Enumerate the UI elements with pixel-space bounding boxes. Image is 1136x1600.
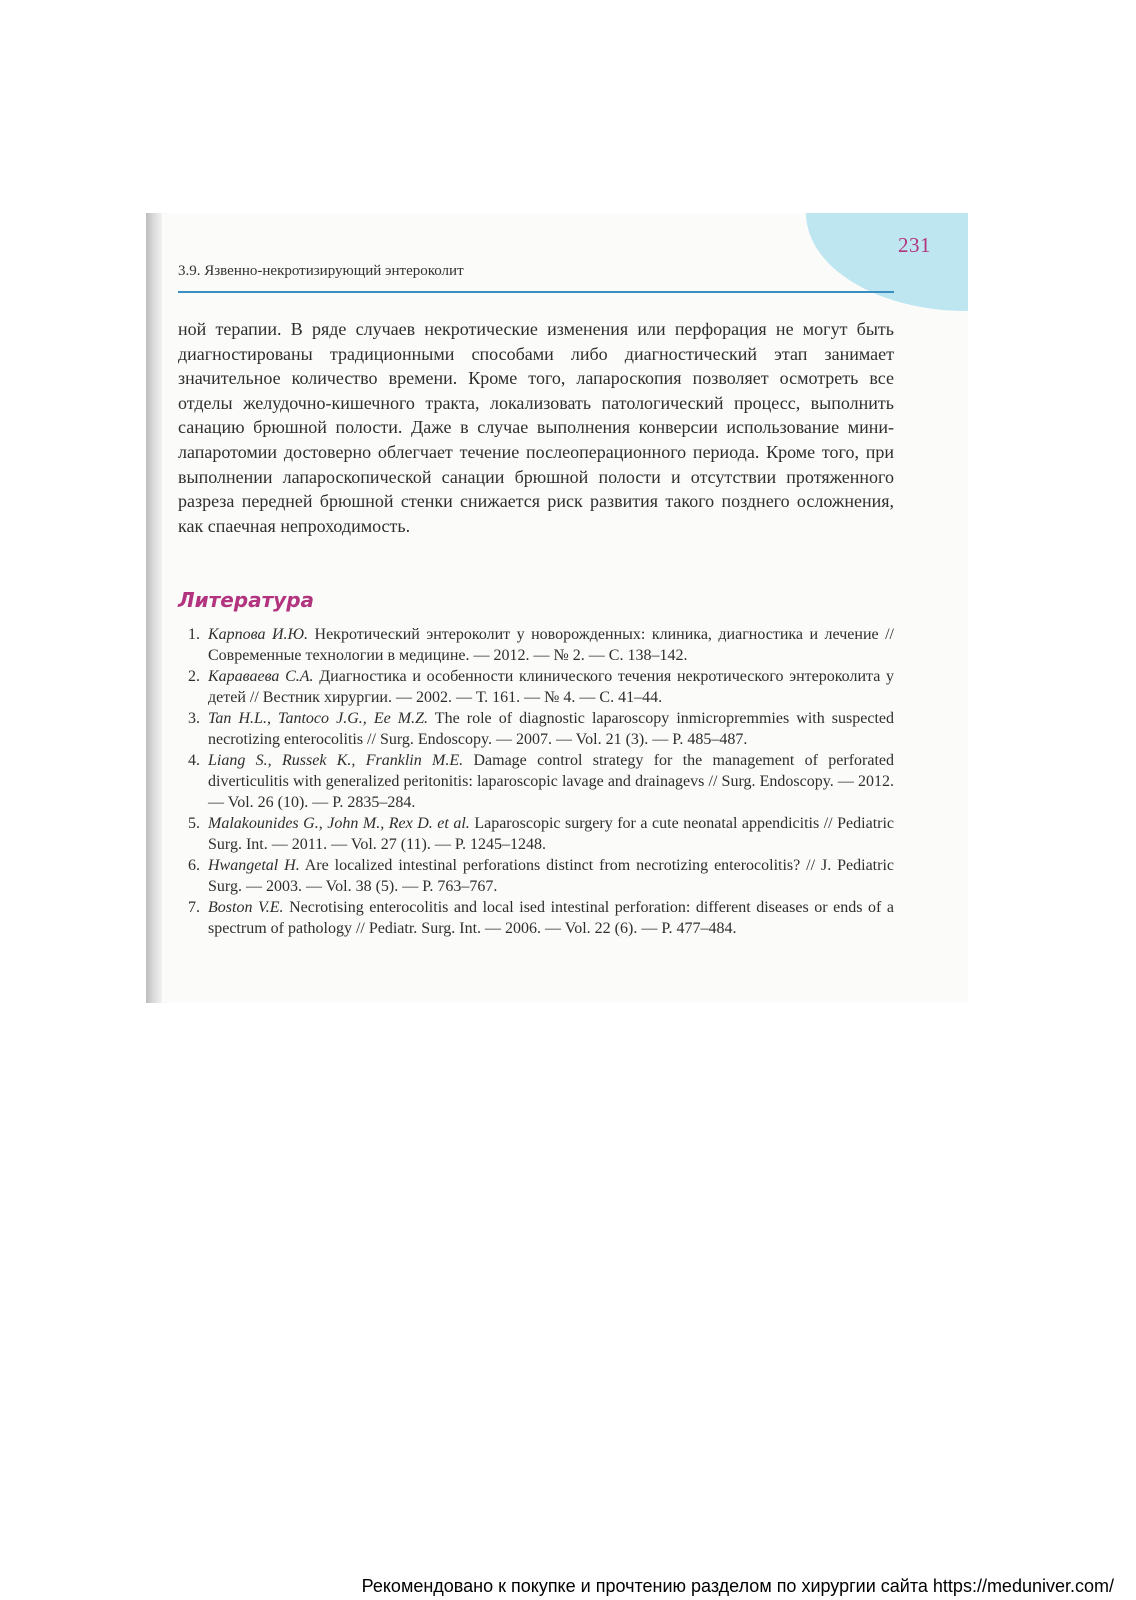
- reference-item: [178, 855, 894, 897]
- reference-authors: Malakounides G., John M., Rex D. et al.: [208, 815, 470, 832]
- reference-text: Laparoscopic surgery for a cute neonatal appendicitis // Pediatric Surg. Int. — 2011. — Vol. 27 (11). — P. 1245–1248.: [208, 815, 895, 853]
- reference-number: 5.: [188, 815, 200, 832]
- reference-item: [178, 624, 894, 666]
- reference-authors: Tan H.L., Tantoco J.G., Ee M.Z.: [208, 710, 429, 727]
- reference-text: Некротический энтероколит у новорожденных: клиника, диагностика и лечение // Современные технологии в медицине. — 2012. — № 2. — С. 138–142.: [208, 626, 895, 664]
- book-spine-shadow: [146, 213, 162, 1003]
- reference-text: Are localized intestinal perforations distinct from necrotizing enterocolitis? // J. Pediatric Surg. — 2003. — Vol. 38 (5). — P. 763–767.: [208, 857, 894, 895]
- reference-item: [178, 750, 894, 813]
- reference-number: 4.: [188, 752, 200, 769]
- literature-heading: Литература: [178, 588, 315, 612]
- running-head: 3.9. Язвенно-некротизирующий энтероколит: [178, 263, 464, 279]
- reference-authors: Liang S., Russek K., Franklin M.E.: [208, 752, 464, 769]
- header-rule: [178, 291, 894, 293]
- footer-recommendation: Рекомендовано к покупке и прочтению разделом по хирургии сайта https://meduniver.com/: [361, 1576, 1114, 1596]
- reference-number: 2.: [188, 668, 200, 685]
- reference-item: [178, 666, 894, 708]
- reference-number: 1.: [188, 626, 200, 643]
- reference-number: 6.: [188, 857, 200, 874]
- body-paragraph: ной терапии. В ряде случаев некротические изменения или перфорация не могут быть диагностированы традиционными способами либо диагностический этап занимает значительное количество времени. Кроме того, лапароскопия позволяет осмотреть все отделы желудочно-кишечного тракта, локализовать патологический процесс, выполнить санацию брюшной полости. Даже в случае выполнения конверсии использование мини-лапаротомии достоверно облегчает течение послеоперационного периода. Кроме того, при выполнении лапароскопической санации брюшной полости и отсутствии протяженного разреза передней брюшной стенки снижается риск развития такого позднего осложнения, как спаечная непроходимость.: [178, 319, 894, 536]
- reference-item: [178, 708, 894, 750]
- reference-authors: Boston V.E.: [208, 899, 284, 916]
- scanned-book-page: [146, 213, 968, 1003]
- reference-authors: Hwangetal H.: [208, 857, 300, 874]
- reference-item: [178, 897, 894, 939]
- reference-text: Necrotising enterocolitis and local ised intestinal perforation: different diseases or ends of a spectrum of pathology // Pediatr. Surg. Int. — 2006. — Vol. 22 (6). — P. 477–484.: [208, 899, 894, 937]
- page-corner-tab: [806, 213, 968, 311]
- reference-item: [178, 813, 894, 855]
- reference-text: Damage control strategy for the management of perforated diverticulitis with generalized peritonitis: laparoscopic lavage and drainagevs // Surg. Endoscopy. — 2012. — Vol. 26 (10). — P. 2835–284.: [208, 752, 895, 811]
- reference-number: 7.: [188, 899, 200, 916]
- reference-authors: Караваева С.А.: [208, 668, 314, 685]
- reference-text: Диагностика и особенности клинического течения некротического энтероколита у детей // Вестник хирургии. — 2002. — Т. 161. — № 4. — С. 41–44.: [208, 668, 895, 706]
- page-number: 231: [898, 233, 931, 257]
- reference-list: [178, 624, 894, 939]
- reference-authors: Карпова И.Ю.: [208, 626, 309, 643]
- reference-text: The role of diagnostic laparoscopy inmicropremmies with suspected necrotizing enterocolitis // Surg. Endoscopy. — 2007. — Vol. 21 (3). — P. 485–487.: [208, 710, 894, 748]
- reference-number: 3.: [188, 710, 200, 727]
